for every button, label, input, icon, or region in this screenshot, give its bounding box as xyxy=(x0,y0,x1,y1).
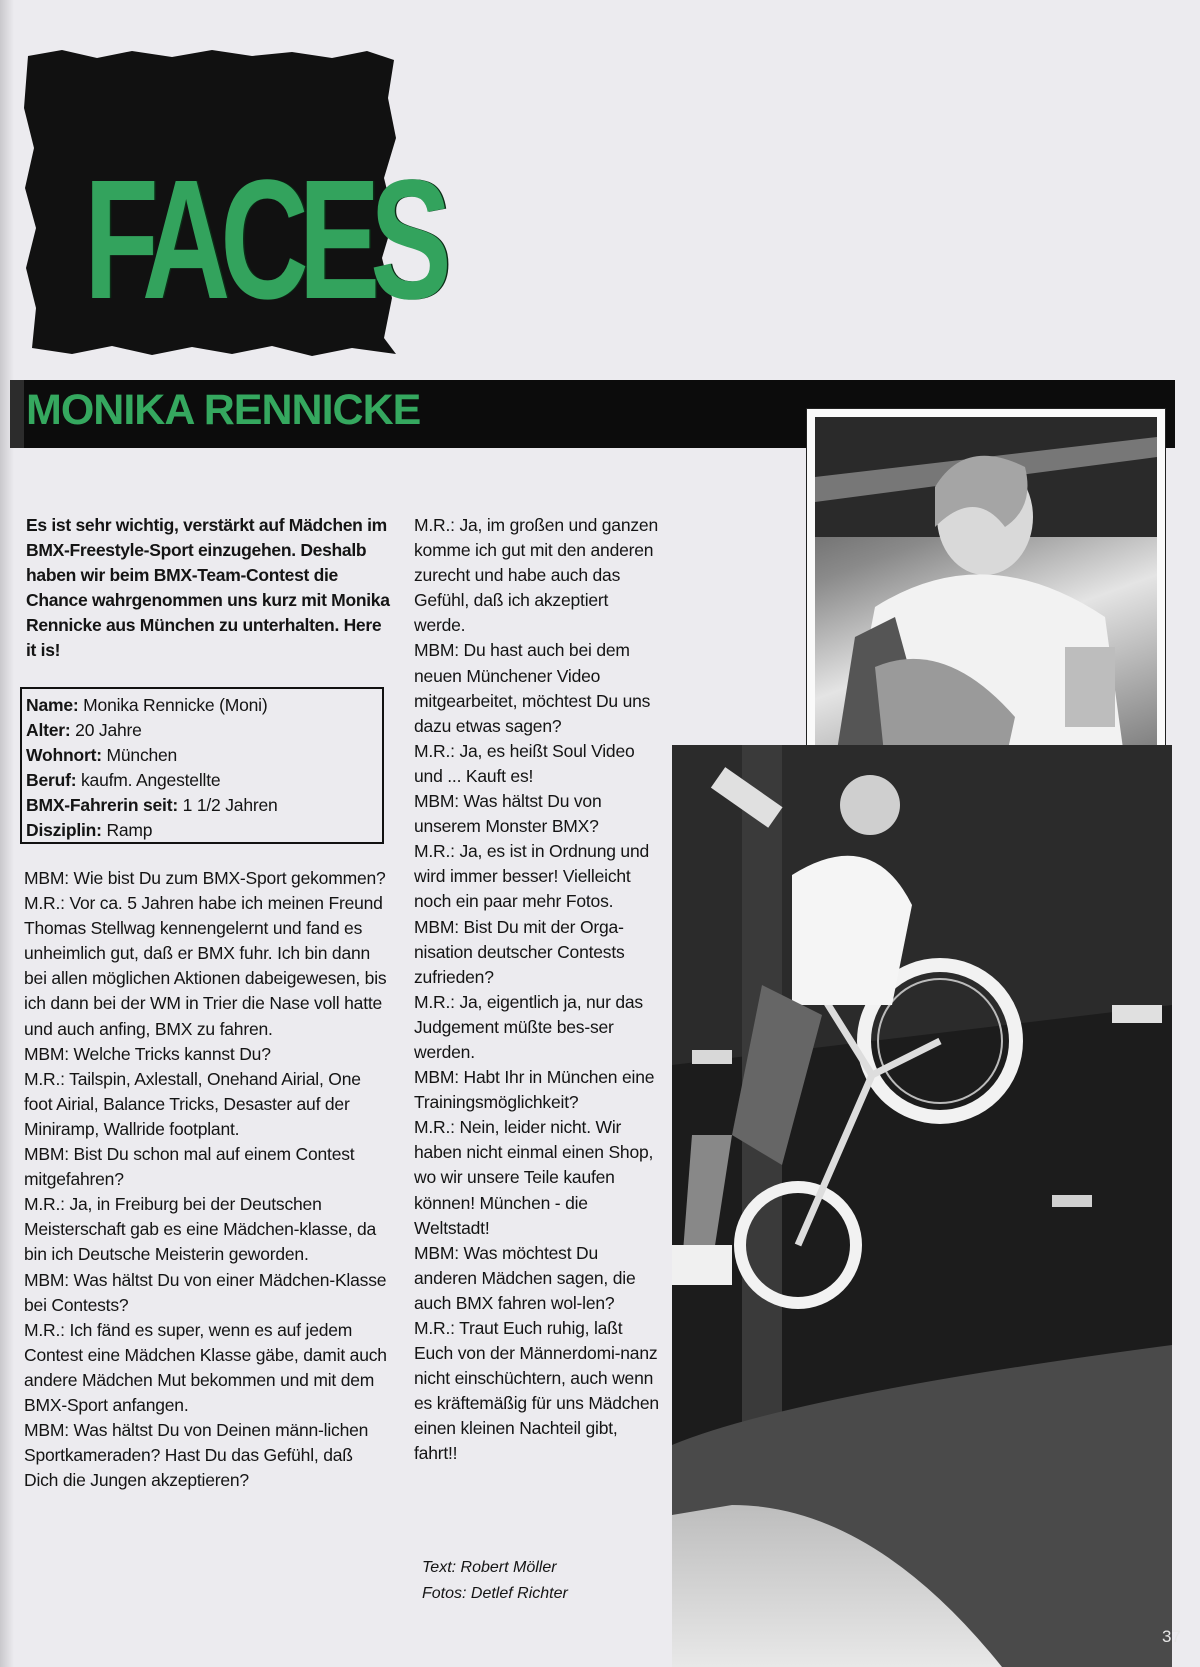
interview-paragraph: MBM: Was hältst Du von Deinen männ-lichen Sportkameraden? Hast Du das Gefühl, daß Dich die Jungen akzeptieren? xyxy=(24,1420,369,1491)
credits xyxy=(422,1555,568,1607)
interview-paragraph: M.R.: Ja, es ist in Ordnung und wird immer besser! Vielleicht noch ein paar mehr Fotos. xyxy=(414,841,650,912)
page-number: 37 xyxy=(1162,1627,1181,1646)
interview-paragraph: MBM: Du hast auch bei dem neuen Münchener Video mitgearbeitet, möchtest Du uns dazu etwas sagen? xyxy=(414,640,651,736)
interview-paragraph: MBM: Was hältst Du von unserem Monster BMX? xyxy=(414,791,602,837)
interview-paragraph: M.R.: Ja, eigentlich ja, nur das Judgement müßte bes-ser werden. xyxy=(414,991,643,1062)
interview-paragraph: MBM: Bist Du mit der Orga-nisation deutscher Contests zufrieden? xyxy=(414,916,625,987)
interview-paragraph: M.R.: Ja, es heißt Soul Video und ... Kauft es! xyxy=(414,740,635,786)
interview-paragraph: MBM: Was hältst Du von einer Mädchen-Klasse bei Contests? xyxy=(24,1269,387,1315)
interview-column-1 xyxy=(24,866,388,1493)
interview-paragraph: M.R.: Ja, im großen und ganzen komme ich gut mit den anderen zurecht und habe auch das Gefühl, daß ich akzeptiert werde. xyxy=(414,515,658,636)
faces-logo-text: FACES xyxy=(84,145,442,335)
portrait-photo-image xyxy=(815,417,1157,763)
info-row xyxy=(26,718,382,743)
info-value: 1 1/2 Jahren xyxy=(182,795,278,815)
interview-paragraph: MBM: Bist Du schon mal auf einem Contest mitgefahren? xyxy=(24,1144,355,1190)
portrait-photo xyxy=(806,408,1166,772)
info-value: Monika Rennicke (Moni) xyxy=(83,695,268,715)
info-value: 20 Jahre xyxy=(75,720,142,740)
bmx-action-photo xyxy=(672,745,1172,1667)
info-value: München xyxy=(106,745,178,765)
interview-column-2 xyxy=(414,513,660,1467)
info-label: Name: xyxy=(26,695,79,715)
interview-paragraph: MBM: Was möchtest Du anderen Mädchen sagen, die auch BMX fahren wol-len? xyxy=(414,1242,636,1313)
interview-paragraph: M.R.: Ich fänd es super, wenn es auf jedem Contest eine Mädchen Klasse gäbe, damit auch andere Mädchen Mut bekommen und mit dem BMX-Sport anfangen. xyxy=(24,1319,387,1415)
interview-paragraph: M.R.: Traut Euch ruhig, laßt Euch von der Männerdomi-nanz nicht einschüchtern, auch wenn es kräftemäßig für uns Mädchen einen kleinen Nachteil gibt, fahrt!! xyxy=(414,1318,659,1464)
info-label: Beruf: xyxy=(26,770,77,790)
interview-paragraph: MBM: Wie bist Du zum BMX-Sport gekommen? xyxy=(24,868,386,888)
faces-logo xyxy=(22,48,442,358)
intro-paragraph: Es ist sehr wichtig, verstärkt auf Mädchen im BMX-Freestyle-Sport einzugehen. Deshalb haben wir beim BMX-Team-Contest die Chance wahrgenommen uns kurz mit Monika Rennicke aus München zu unterhalten. Here it is! xyxy=(26,515,390,660)
page-gutter-shadow xyxy=(0,0,14,1667)
article-title: MONIKA RENNICKE xyxy=(26,386,421,434)
info-row xyxy=(26,818,382,843)
info-label: Wohnort: xyxy=(26,745,102,765)
photo-credit: Fotos: Detlef Richter xyxy=(422,1585,568,1602)
interview-paragraph: M.R.: Tailspin, Axlestall, Onehand Airial, One foot Airial, Balance Tricks, Desaster auf der Miniramp, Wallride footplant. xyxy=(24,1068,361,1139)
info-value: Ramp xyxy=(106,820,153,840)
info-row xyxy=(26,768,382,793)
info-label: BMX-Fahrerin seit: xyxy=(26,795,178,815)
interview-paragraph: M.R.: Ja, in Freiburg bei der Deutschen Meisterschaft gab es eine Mädchen-klasse, da bin ich Deutsche Meisterin geworden. xyxy=(24,1194,377,1265)
info-row xyxy=(26,793,382,818)
info-row xyxy=(26,743,382,768)
profile-info-box xyxy=(20,687,384,844)
interview-paragraph: M.R.: Nein, leider nicht. Wir haben nicht einmal einen Shop, wo wir unsere Teile kaufen können! München - die Weltstadt! xyxy=(414,1117,654,1238)
info-label: Disziplin: xyxy=(26,820,102,840)
text-credit: Text: Robert Möller xyxy=(422,1559,557,1576)
interview-paragraph: M.R.: Vor ca. 5 Jahren habe ich meinen Freund Thomas Stellwag kennengelernt und fand es unheimlich gut, daß er BMX fuhr. Ich bin dann bei allen möglichen Aktionen dabeigewesen, bis ich dann bei der WM in Trier die Nase voll hatte und auch anfing, BMX zu fahren. xyxy=(24,893,387,1039)
info-label: Alter: xyxy=(26,720,71,740)
info-value: kaufm. Angestellte xyxy=(81,770,221,790)
bmx-action-photo-image xyxy=(672,745,1172,1667)
info-row xyxy=(26,693,382,718)
interview-paragraph: MBM: Welche Tricks kannst Du? xyxy=(24,1043,271,1064)
interview-paragraph: MBM: Habt Ihr in München eine Trainingsmöglichkeit? xyxy=(414,1067,655,1113)
